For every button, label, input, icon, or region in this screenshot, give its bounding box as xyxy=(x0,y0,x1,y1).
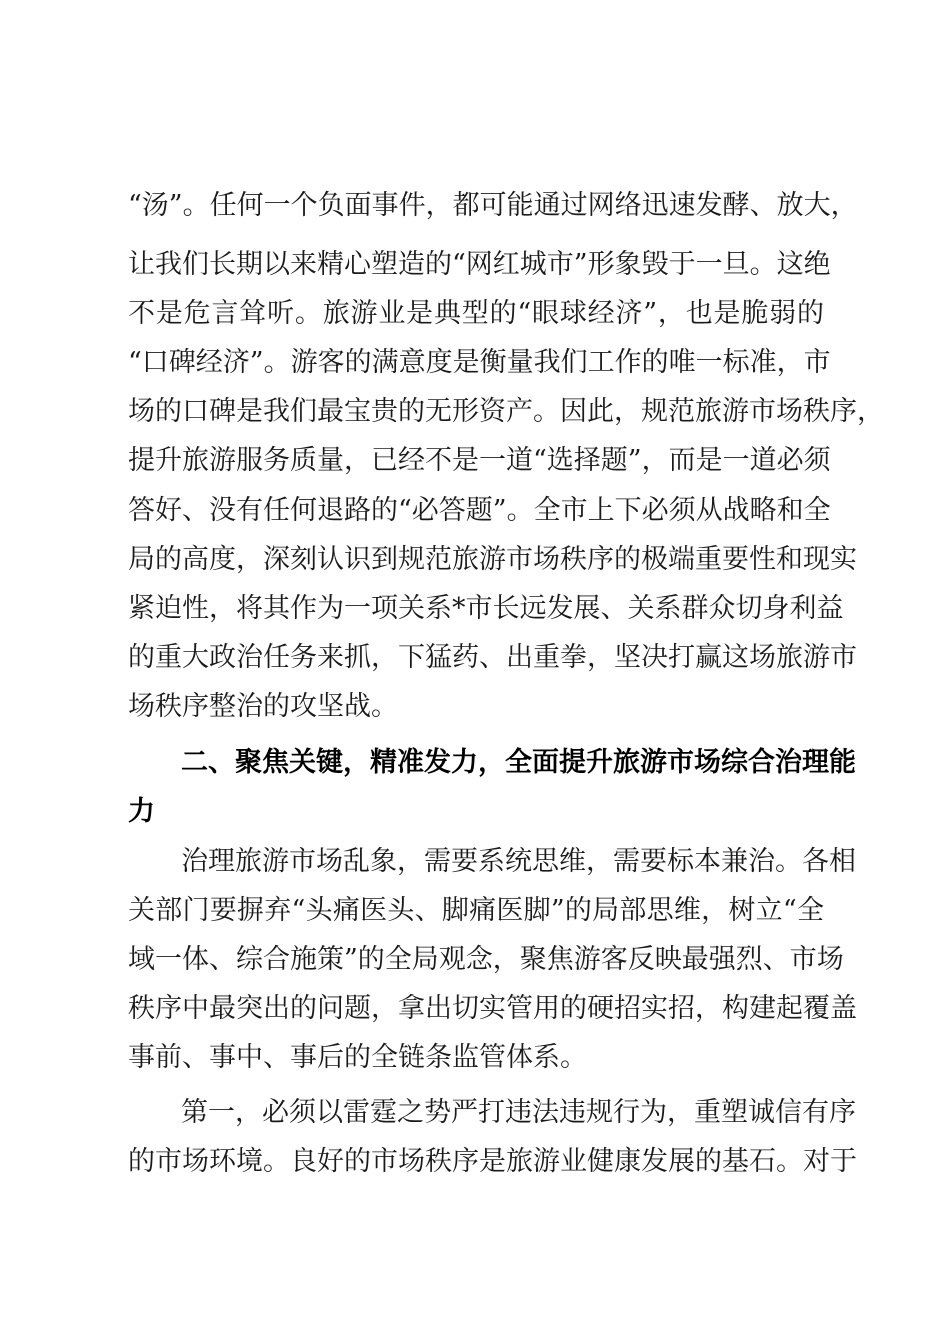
body-text-line: 的重大政治任务来抓，下猛药、出重拳，坚决打赢这场旅游市 xyxy=(128,642,857,673)
body-text-line: 紧迫性，将其作为一项关系*市长远发展、关系群众切身利益 xyxy=(128,593,844,624)
section-heading: 二、聚焦关键，精准发力，全面提升旅游市场综合治理能 xyxy=(181,747,856,778)
body-text-line: 事前、事中、事后的全链条监管体系。 xyxy=(128,1042,587,1073)
body-text-line: 不是危言耸听。旅游业是典型的“眼球经济”，也是脆弱的 xyxy=(128,298,824,329)
body-text-line: 场秩序整治的攻坚战。 xyxy=(128,691,398,722)
body-text-line: 的市场环境。良好的市场秩序是旅游业健康发展的基石。对于 xyxy=(128,1146,857,1177)
body-text-line: 让我们长期以来精心塑造的“网红城市”形象毁于一旦。这绝 xyxy=(128,249,831,280)
body-text-line: 关部门要摒弃“头痛医头、脚痛医脚”的局部思维，树立“全 xyxy=(128,895,824,926)
section-heading-continued: 力 xyxy=(128,796,155,827)
body-text-line: 提升旅游服务质量，已经不是一道“选择题”，而是一道必须 xyxy=(128,445,831,476)
body-text-line: 治理旅游市场乱象，需要系统思维，需要标本兼治。各相 xyxy=(181,846,856,877)
body-text-line: 域一体、综合施策”的全局观念，聚焦游客反映最强烈、市场 xyxy=(128,944,844,975)
body-text-line: “口碑经济”。游客的满意度是衡量我们工作的唯一标准，市 xyxy=(128,347,831,378)
body-text-line: 场的口碑是我们最宝贵的无形资产。因此，规范旅游市场秩序， xyxy=(128,396,884,427)
body-text-line: 答好、没有任何退路的“必答题”。全市上下必须从战略和全 xyxy=(128,495,831,526)
body-text-line: 秩序中最突出的问题，拿出切实管用的硬招实招，构建起覆盖 xyxy=(128,993,857,1024)
body-text-line: 局的高度，深刻认识到规范旅游市场秩序的极端重要性和现实 xyxy=(128,544,857,575)
body-text-line: 第一，必须以雷霆之势严打违法违规行为，重塑诚信有序 xyxy=(181,1097,856,1128)
body-text-line: “汤”。任何一个负面事件，都可能通过网络迅速发酵、放大， xyxy=(128,190,858,221)
